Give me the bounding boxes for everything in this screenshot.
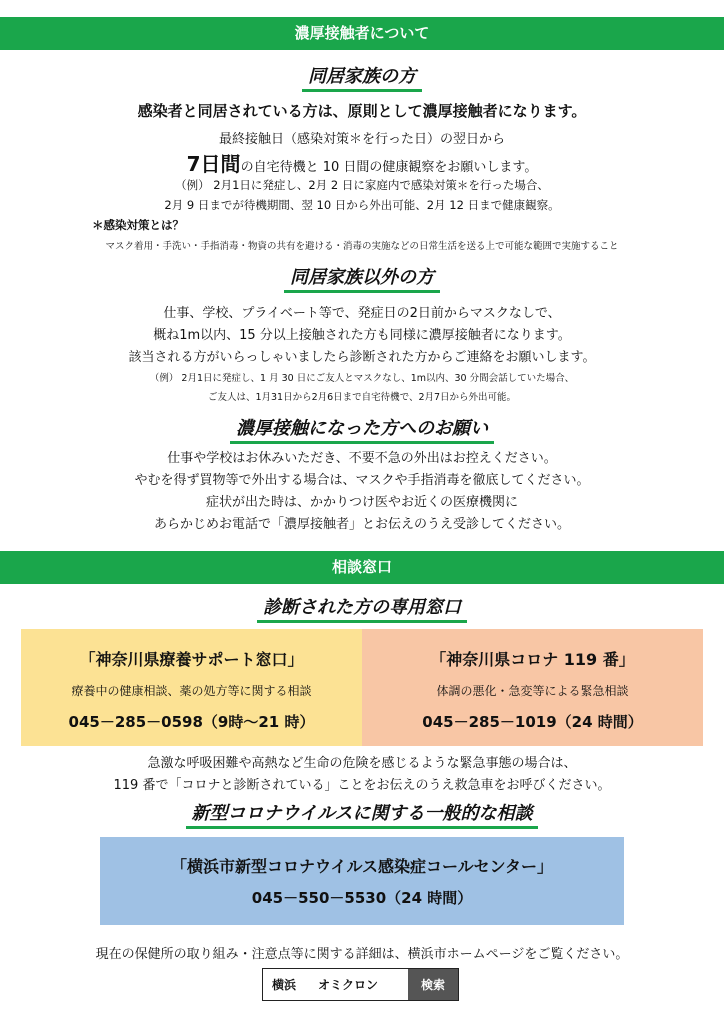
family-example2: 2月 9 日までが待機期間、翌 10 日から外出可能、2月 12 日まで健康観察。 [164,198,560,212]
heading-request: 濃厚接触になった方へのお願い [0,418,724,444]
heading-family: 同居家族の方 [0,66,724,92]
support-window-desc: 療養中の健康相談、薬の処方等に関する相談 [71,684,312,698]
call-center-phone: 045－550－5530（24 時間） [251,889,473,907]
days-rest: の自宅待機と 10 日間の健康観察をお願いします。 [240,160,538,175]
note-title: ＊感染対策とは？ [92,218,184,232]
search-input[interactable] [263,969,408,1000]
heading-general: 新型コロナウイルスに関する一般的な相談 [0,803,724,829]
others-example1: （例） 2月1日に発症し、1 月 30 日にご友人とマスクなし、1m以内、30 分間会話していた場合、 [149,373,575,384]
band-title: 濃厚接触者について [294,24,430,42]
band-title: 相談窓口 [331,558,392,576]
support-window-title: 「神奈川県療養サポート窓口」 [79,650,304,669]
family-example1: （例） 2月1日に発症し、2月 2 日に家庭内で感染対策＊を行った場合、 [175,178,549,192]
footer-text: 現在の保健所の取り組み・注意点等に関する詳細は、横浜市ホームページをご覧ください。 [95,947,629,962]
others-line1: 仕事、学校、プライベート等で、発症日の2日前からマスクなしで、 [163,306,561,321]
corona119-title: 「神奈川県コロナ 119 番」 [430,650,635,669]
request-line1: 仕事や学校はお休みいただき、不要不急の外出はお控えください。 [167,451,557,466]
search-keyword-1: 横浜 [272,978,297,992]
request-line3: 症状が出た時は、かかりつけ医やお近くの医療機関に [205,495,518,510]
corona119-box [362,629,703,746]
search-bar [262,968,459,1001]
call-center-box [100,837,624,925]
support-window-box [21,629,362,746]
family-days [0,148,724,177]
call-center-title: 「横浜市新型コロナウイルス感染症コールセンター」 [170,857,554,876]
family-lead: 感染者と同居されている方は、原則として濃厚接触者になります。 [137,102,587,120]
corona119-desc: 体調の悪化・急変等による緊急相談 [436,684,629,698]
days-big: 7日間 [186,152,241,176]
emergency-line1: 急激な呼吸困難や高熱など生命の危険を感じるような緊急事態の場合は、 [147,756,577,771]
heading-diagnosed: 診断された方の専用窓口 [0,597,724,623]
support-window-phone: 045－285－0598（9時～21 時） [68,713,315,731]
others-line2: 概ね1m以内、15 分以上接触された方も同様に濃厚接触者になります。 [153,328,571,343]
heading-others: 同居家族以外の方 [0,267,724,293]
note-body: マスク着用・手洗い・手指消毒・物資の共有を避ける・消毒の実施などの日常生活を送る上で可能な範囲で実施すること [105,241,619,252]
section-band-consultation [0,551,724,584]
family-line1: 最終接触日（感染対策＊を行った日）の翌日から [218,132,505,147]
others-example2: ご友人は、1月31日から2月6日まで自宅待機で、2月7日から外出可能。 [207,392,517,403]
search-button[interactable]: 検索 [408,969,458,1000]
section-band-close-contacts [0,17,724,50]
search-keyword-2: オミクロン [318,978,379,992]
others-line3: 該当される方がいらっしゃいましたら診断された方からご連絡をお願いします。 [128,350,596,365]
corona119-phone: 045－285－1019（24 時間） [422,713,643,731]
request-line4: あらかじめお電話で「濃厚接触者」とお伝えのうえ受診してください。 [153,517,570,532]
emergency-line2: 119 番で「コロナと診断されている」ことをお伝えのうえ救急車をお呼びください。 [113,778,611,793]
request-line2: やむを得ず買物等で外出する場合は、マスクや手指消毒を徹底してください。 [134,473,590,488]
